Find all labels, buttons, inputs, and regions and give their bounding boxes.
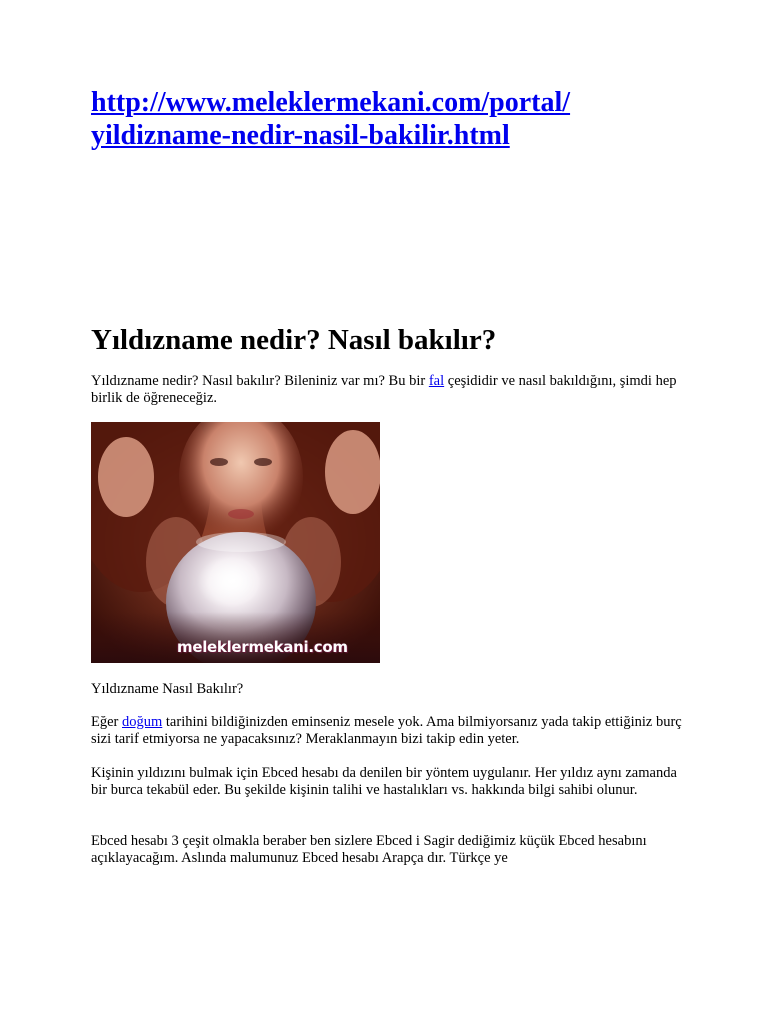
p1-text-after: tarihini bildiğinizden eminseniz mesele yok. Ama bilmiyorsanız yada takip ettiğiniz burç sizi tarif etmiyorsa ne yapacaksınız? Meraklanmayın bizi takip edin yeter. xyxy=(91,714,682,747)
crystal-ball-illustration xyxy=(91,422,380,663)
source-url-link[interactable] xyxy=(91,86,691,152)
paragraph-birth-date xyxy=(91,714,691,748)
fal-link[interactable]: fal xyxy=(428,373,445,389)
paragraph-ebced-types: Ebced hesabı 3 çeşit olmakla beraber ben sizlere Ebced i Sagir dediğimiz küçük Ebced hesabını açıklayacağım. Aslında malumunuz Ebced hesabı Arapça dır. Türkçe ye xyxy=(91,833,647,866)
p1-text-before: Eğer xyxy=(91,714,122,730)
intro-paragraph xyxy=(91,373,691,407)
crystal-ball-photo xyxy=(91,422,380,663)
intro-text-before: Yıldızname nedir? Nasıl bakılır? Bileniniz var mı? Bu bir xyxy=(91,373,429,389)
dogum-link[interactable]: doğum xyxy=(122,714,163,730)
intro-text-after: çeşididir ve nasıl bakıldığını, şimdi hep birlik de öğreneceğiz. xyxy=(91,373,677,406)
source-url-line-2[interactable]: yildizname-nedir-nasil-bakilir.html xyxy=(91,120,510,151)
paragraph-ebced-method: Kişinin yıldızını bulmak için Ebced hesabı da denilen bir yöntem uygulanır. Her yıldız aynı zamanda bir burca tekabül eder. Bu şekilde kişinin talihi ve hastalıkları vs. hakkında bilgi sahibi olunur. xyxy=(91,765,677,798)
source-url-line-1[interactable]: http://www.meleklermekani.com/portal/ xyxy=(91,87,571,118)
article-title: Yıldızname nedir? Nasıl bakılır? xyxy=(91,324,497,356)
photo-watermark: meleklermekani.com xyxy=(177,638,348,656)
image-caption: Yıldızname Nasıl Bakılır? xyxy=(91,681,244,697)
